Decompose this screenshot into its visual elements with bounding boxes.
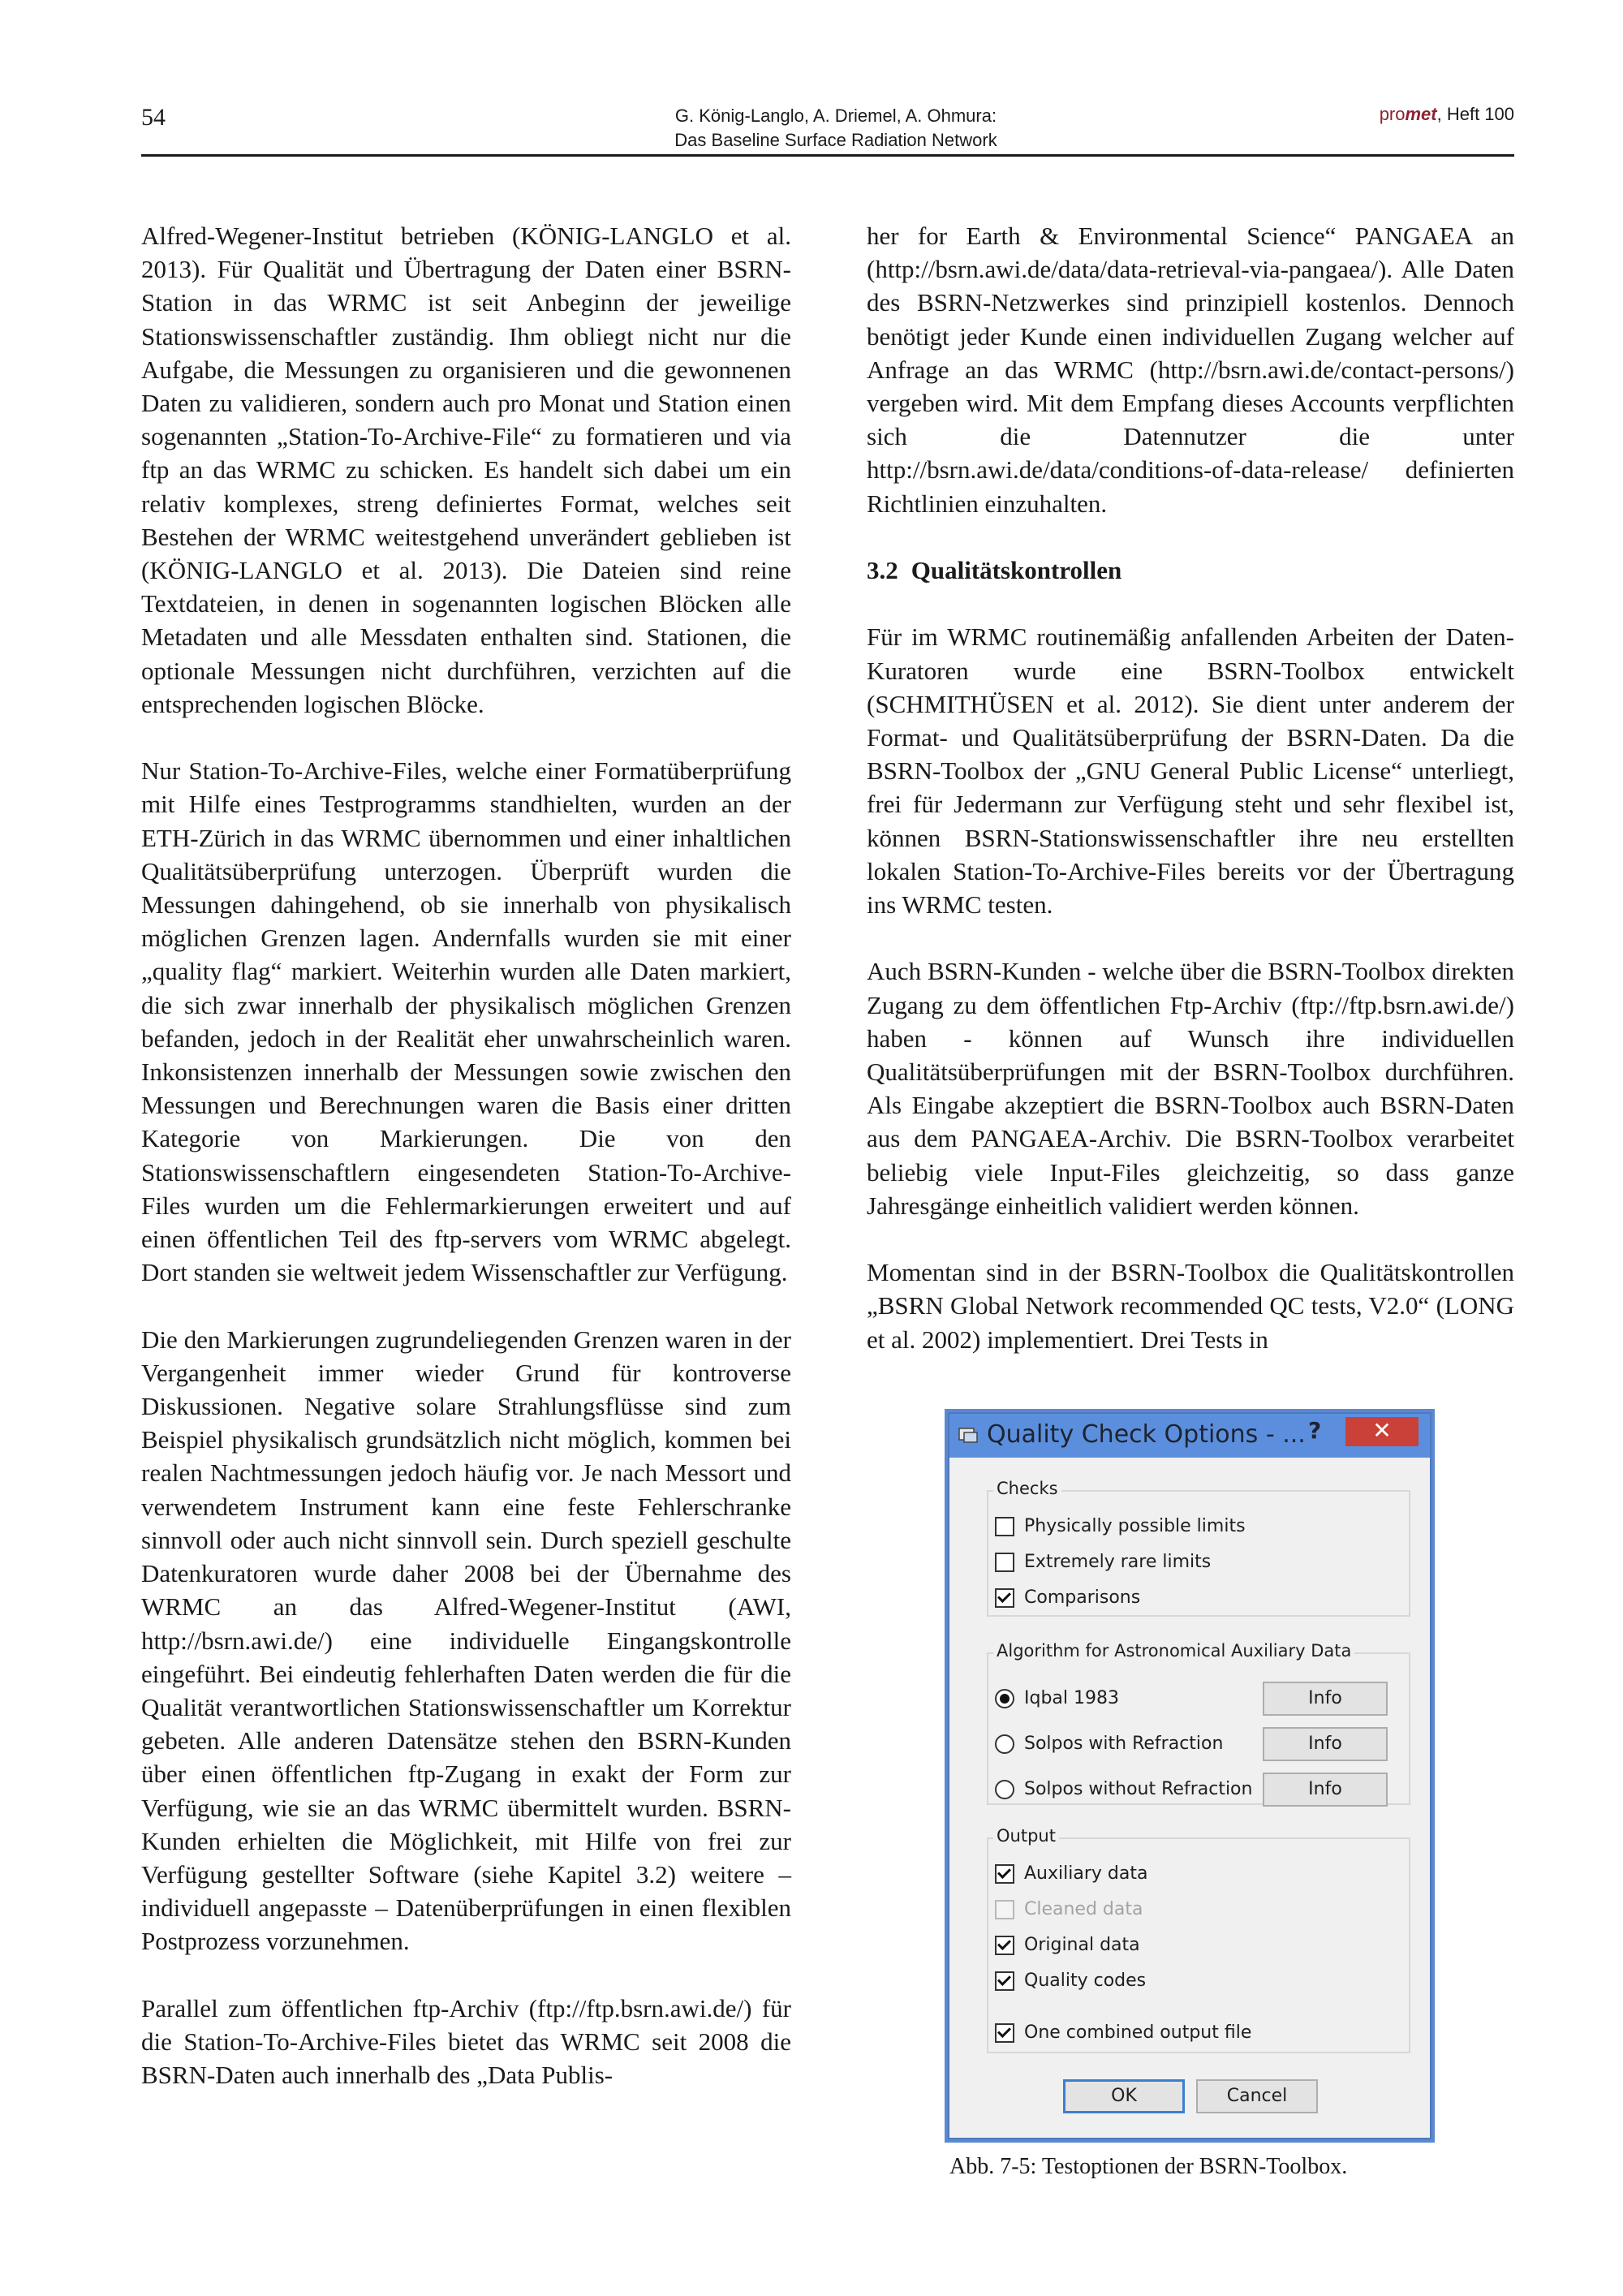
paragraph: Parallel zum öffentlichen ftp-Archiv (ftp://ftp.bsrn.awi.de/) für die Station-To-Archive-Files bietet das WRMC seit 2008 die BSRN-Daten auch innerhalb des „Data Publis-	[141, 1993, 791, 2090]
close-button[interactable]: ✕	[1345, 1417, 1419, 1446]
paragraph: Für im WRMC routinemäßig anfallenden Arbeiten der Daten-Kuratoren wurde eine BSRN-Toolbox entwickelt (SCHMITHÜSEN et al. 2012). Sie dient unter anderem der Format- und Qualitätsüberprüfung der BSRN-Daten. Da die BSRN-Toolbox der „GNU General Public License“ unterliegt, frei für Jedermann zur Verfügung steht und sehr flexibel ist, können BSRN-Stationswissenschaftler ihre neu erstellten lokalen Station-To-Archive-Files bereits vor der Übertragung ins WRMC testen.	[867, 622, 1514, 920]
header-article-title: Das Baseline Surface Radiation Network	[674, 130, 997, 150]
checkbox-label: Auxiliary data	[1024, 1863, 1148, 1884]
paragraph: her for Earth & Environmental Science“ PANGAEA an (http://bsrn.awi.de/data/data-retrieval-via-pangaea/). Alle Daten des BSRN-Netzwerkes sind prinzipiell kostenlos. Dennoch benötigt jeder Kunde einen individuellen Zugang welcher auf Anfrage an das WRMC (http://bsrn.awi.de/contact-persons/) vergeben wird. Mit dem Empfang dieses Accounts verpflichten sich die Datennutzer die unter http://bsrn.awi.de/data/conditions-of-data-release/ definierten Richtlinien einzuhalten.	[867, 222, 1514, 518]
checkbox-label: Quality codes	[1024, 1971, 1147, 1991]
page-number: 54	[141, 104, 166, 131]
checkbox-label: Original data	[1024, 1935, 1140, 1955]
checks-group-label: Checks	[993, 1479, 1061, 1498]
output-group-label: Output	[993, 1826, 1059, 1846]
checkbox	[995, 1900, 1014, 1919]
figure-caption: Abb. 7-5: Testoptionen der BSRN-Toolbox.	[949, 2154, 1348, 2179]
checkbox[interactable]	[995, 1864, 1014, 1884]
algorithm-group-label: Algorithm for Astronomical Auxiliary Data	[993, 1641, 1354, 1661]
running-header	[552, 104, 1120, 153]
checkbox[interactable]	[995, 1517, 1014, 1536]
section-number: 3.2	[867, 556, 898, 585]
info-button-iqbal[interactable]: Info	[1263, 1682, 1388, 1716]
info-button-solpos-with-refraction[interactable]: Info	[1263, 1727, 1388, 1761]
dialog-title-bar[interactable]	[949, 1414, 1430, 1458]
ok-button[interactable]: OK	[1063, 2079, 1185, 2113]
checkbox[interactable]	[995, 1971, 1014, 1991]
radio-label: Solpos without Refraction	[1024, 1779, 1253, 1799]
checkbox[interactable]	[995, 2023, 1014, 2043]
header-authors: G. König-Langlo, A. Driemel, A. Ohmura:	[674, 106, 997, 126]
journal-label	[1380, 104, 1514, 125]
left-column	[141, 219, 791, 2091]
app-icon	[958, 1425, 979, 1445]
checkbox-label: Physically possible limits	[1024, 1516, 1246, 1536]
header-rule	[141, 154, 1514, 157]
paragraph: Nur Station-To-Archive-Files, welche einer Formatüberprüfung mit Hilfe eines Testprogramms standhielten, wurden an der ETH-Zürich in das WRMC übernommen und einer inhaltlichen Qualitätsüberprüfung unterzogen. Überprüft wurden die Messungen dahingehend, ob sie innerhalb von physikalisch möglichen Grenzen lagen. Andernfalls wurden sie mit einer „quality flag“ markiert. Weiterhin wurden alle Daten markiert, die sich zwar innerhalb der physikalisch möglichen Grenzen befanden, jedoch in der Realität eher unwahrscheinlich waren. Inkonsistenzen innerhalb der Messungen sowie zwischen den Messungen und Berechnungen waren die Basis einer dritten Kategorie von Markierungen. Die von den Stationswissenschaftlern eingesendeten Station-To-Archive-Files wurden um die Fehlermarkierungen erweitert und auf einen öffentlichen Teil des ftp-servers vom WRMC abgelegt. Dort standen sie weltweit jedem Wissenschaftler zur Verfügung.	[141, 756, 791, 1287]
journal-issue: , Heft 100	[1436, 104, 1514, 124]
checkbox[interactable]	[995, 1588, 1014, 1608]
dialog-title: Quality Check Options - ...	[987, 1420, 1306, 1449]
checkbox[interactable]	[995, 1553, 1014, 1572]
radio-label: Solpos with Refraction	[1024, 1734, 1224, 1754]
radio-button[interactable]	[995, 1689, 1014, 1708]
paragraph: Die den Markierungen zugrundeliegenden Grenzen waren in der Vergangenheit immer wieder Grund für kontroverse Diskussionen. Negative solare Strahlungsflüsse sind zum Beispiel physikalisch grundsätzlich nicht möglich, kommen bei realen Nachtmessungen jedoch häufig vor. Je nach Messort und verwendetem Instrument kann eine feste Fehlerschranke sinnvoll oder auch nicht sinnvoll sein. Durch speziell geschulte Datenkuratoren wurde daher 2008 bei der Übernahme des WRMC an das Alfred-Wegener-Institut (AWI, http://bsrn.awi.de/) eine individuelle Eingangskontrolle eingeführt. Bei eindeutig fehlerhaften Daten werden die für die Qualität verantwortlichen Stationswissenschaftler um Korrektur gebeten. Alle anderen Datensätze stehen den BSRN-Kunden über einen öffentlichen ftp-Zugang in exakt der Form zur Verfügung, wie sie an das WRMC übermittelt wurden. BSRN-Kunden erhielten die Möglichkeit, mit Hilfe von frei zur Verfügung gestellter Software (siehe Kapitel 3.2) weitere – individuell angepasste – Datenüberprüfungen in einen flexiblen Postprozess vorzunehmen.	[141, 1325, 791, 1956]
radio-label: Iqbal 1983	[1024, 1688, 1119, 1708]
section-title: Qualitätskontrollen	[911, 556, 1122, 585]
checkbox-label: Cleaned data	[1024, 1899, 1143, 1919]
info-button-solpos-without-refraction[interactable]: Info	[1263, 1773, 1388, 1807]
journal-brand: promet	[1379, 104, 1437, 124]
paragraph: Momentan sind in der BSRN-Toolbox die Qualitätskontrollen „BSRN Global Network recommended QC tests, V2.0“ (LONG et al. 2002) implementiert. Drei Tests in	[867, 1258, 1514, 1354]
paragraph: Alfred-Wegener-Institut betrieben (KÖNIG-LANGLO et al. 2013). Für Qualität und Übertragung der Daten einer BSRN-Station in das WRMC ist seit Anbeginn der jeweilige Stationswissenschaftler zuständig. Ihm obliegt nicht nur die Aufgabe, die Messungen zu organisieren und die gewonnenen Daten zu validieren, sondern auch pro Monat und Station einen sogenannten „Station-To-Archive-File“ zu formatieren und via ftp an das WRMC zu schicken. Es handelt sich dabei um ein relativ komplexes, streng definiertes Format, welches seit Bestehen der WRMC weitestgehend unverändert geblieben ist (KÖNIG-LANGLO et al. 2013). Die Dateien sind reine Textdateien, in denen in sogenannten logischen Blöcken alle Metadaten und alle Messdaten enthalten sind. Stationen, die optionale Messungen nicht durchführen, verzichten auf die entsprechenden logischen Blöcke.	[141, 222, 791, 718]
cancel-button[interactable]: Cancel	[1196, 2079, 1318, 2113]
right-column	[867, 219, 1514, 1356]
quality-check-dialog	[949, 1414, 1430, 2138]
section-heading	[867, 554, 1514, 587]
radio-button[interactable]	[995, 1734, 1014, 1754]
checkbox-label: Comparisons	[1024, 1587, 1141, 1608]
paragraph: Auch BSRN-Kunden - welche über die BSRN-Toolbox direkten Zugang zu dem öffentlichen Ftp-Archiv (ftp://ftp.bsrn.awi.de/) haben - können auf Wunsch ihre individuellen Qualitätsüberprüfungen mit der BSRN-Toolbox durchführen. Als Eingabe akzeptiert die BSRN-Toolbox auch BSRN-Daten aus dem PANGAEA-Archiv. Die BSRN-Toolbox verarbeitet beliebig viele Input-Files gleichzeitig, so dass ganze Jahresgänge einheitlich validiert werden können.	[867, 957, 1514, 1220]
help-button[interactable]: ?	[1308, 1417, 1322, 1444]
checkbox-label: One combined output file	[1024, 2022, 1252, 2043]
checkbox[interactable]	[995, 1936, 1014, 1955]
radio-button[interactable]	[995, 1780, 1014, 1799]
checkbox-label: Extremely rare limits	[1024, 1552, 1212, 1572]
